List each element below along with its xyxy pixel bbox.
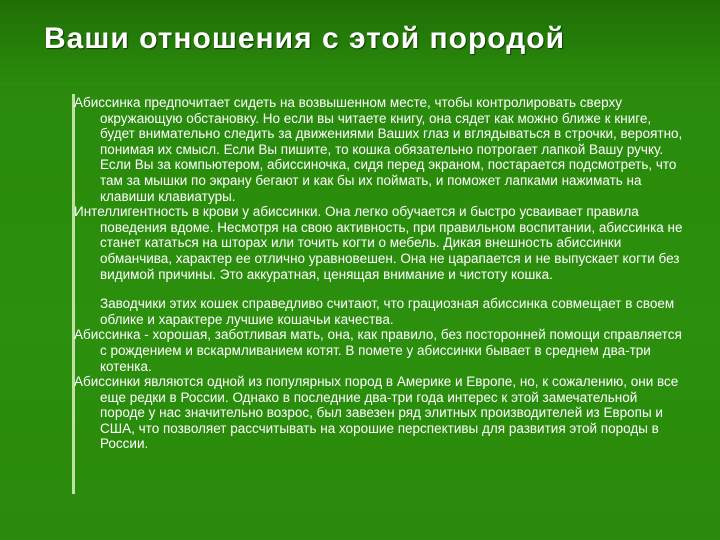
paragraph: Абиссинки являются одной из популярных пород в Америке и Европе, но, к сожалению, они все еще редки в России. Однако в последние два-три года интерес к этой замечательной породе у нас значительно возрос, был завезен ряд элитных производителей из Европы и США, что позволяет рассчитывать на хорошие перспективы для развития этой породы в России. [74, 374, 679, 452]
body-text [74, 95, 684, 452]
paragraph: Абиссинка - хорошая, заботливая мать, она, как правило, без посторонней помощи справляется с рождением и вскармливанием котят. В помете у абиссинки бывает в среднем два-три котенка. [74, 327, 682, 374]
paragraph-spacer [74, 282, 684, 296]
paragraph: Заводчики этих кошек справедливо считают, что грациозная абиссинка совмещает в своем облике и характере лучшие кошачьи качества. [100, 296, 675, 327]
slide-title: Ваши отношения с этой породой [44, 22, 566, 55]
paragraph: Интеллигентность в крови у абиссинки. Она легко обучается и быстро усваивает правила поведения вдоме. Несмотря на свою активность, при правильном воспитании, абиссинка не станет кататься на шторах или точить когти о мебель. Дикая внешность абиссинки обманчива, характер ее отлично уравновешен. Она не царапается и не выпускает когти без видимой причины. Это аккуратная, ценящая внимание и чистоту кошка. [74, 204, 683, 282]
paragraph: Абиссинка предпочитает сидеть на возвышенном месте, чтобы контролировать сверху окружающую обстановку. Но если вы читаете книгу, она сядет как можно ближе к книге, будет внимательно следить за движениями Ваших глаз и вглядываться в строчки, вероятно, понимая их смысл. Если Вы пишите, то кошка обязательно потрогает лапкой Вашу ручку. Если Вы за компьютером, абиссиночка, сидя перед экраном, постарается подсмотреть, что там за мышки по экрану бегают и как бы их поймать, и поможет лапками нажимать на клавиши клавиатуры. [74, 95, 683, 204]
